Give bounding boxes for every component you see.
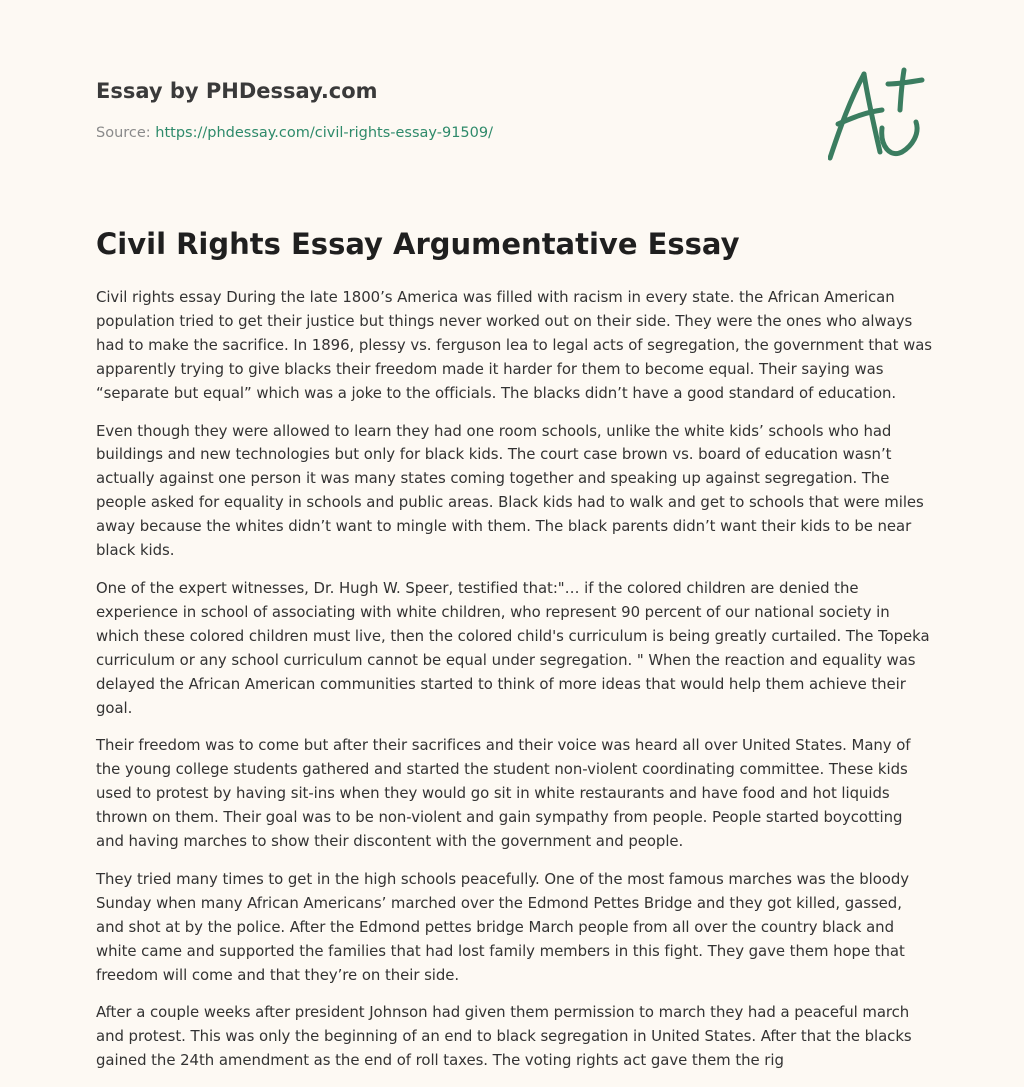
essay-paragraph: They tried many times to get in the high schools peacefully. One of the most famous marches was the bloody Sunday when many African Americans’ marched over the Edmond Pettes Bridge and they got killed, gassed, and shot at by the police. After the Edmond pettes bridge March people from all over the country black and white came and supported the families that had lost family members in this fight. They gave them hope that freedom will come and that they’re on their side. xyxy=(96,869,910,984)
essay-paragraph: One of the expert witnesses, Dr. Hugh W. Speer, testified that:"… if the colored children are denied the experience in school of associating with white children, who represent 90 percent of our national society in which these colored children must live, then the colored child's curriculum is being greatly curtailed. The Topeka curriculum or any school curriculum cannot be equal under segregation. " When the reaction and equality was delayed the African American communities started to think of more ideas that would help them achieve their goal. xyxy=(96,578,930,717)
brand-title: Essay by PHDessay.com xyxy=(96,79,378,103)
essay-paragraph: Even though they were allowed to learn they had one room schools, unlike the white kids’ schools who had buildings and new technologies but only for black kids. The court case brown vs. board of education wasn’t actually against one person it was many states coming together and speaking up against segregation. The people asked for equality in schools and public areas. Black kids had to walk and get to schools that were miles away because the whites didn’t want to mingle with them. The black parents didn’t want their kids to be near black kids. xyxy=(96,421,924,560)
essay-paragraph: Civil rights essay During the late 1800’s America was filled with racism in every state. the African American population tried to get their justice but things never worked out on their side. They were the ones who always had to make the sacrifice. In 1896, plessy vs. ferguson lea to legal acts of segregation, the government that was apparently trying to give blacks their freedom made it harder for them to become equal. Their saying was “separate but equal” which was a joke to the officials. The blacks didn’t have a good standard of education. xyxy=(96,288,932,402)
page-header xyxy=(96,0,928,180)
essay-title: Civil Rights Essay Argumentative Essay xyxy=(96,227,740,261)
source-line xyxy=(96,124,493,142)
source-link[interactable]: https://phdessay.com/civil-rights-essay-91509/ xyxy=(155,125,493,141)
essay-paragraph: Their freedom was to come but after their sacrifices and their voice was heard all over United States. Many of the young college students gathered and started the student non-violent coordinating committee. These kids used to protest by having sit-ins when they would go sit in white restaurants and have food and hot liquids thrown on them. Their goal was to be non-violent and gain sympathy from people. People started boycotting and having marches to show their discontent with the government and people. xyxy=(96,736,911,851)
essay-body xyxy=(96,286,932,1087)
essay-paragraph: After a couple weeks after president Johnson had given them permission to march they had a peaceful march and protest. This was only the beginning of an end to black segregation in United States. After that the blacks gained the 24th amendment as the end of roll taxes. The voting rights act gave them the rig xyxy=(96,1003,912,1070)
source-label: Source: xyxy=(96,125,151,141)
a-plus-logo-icon xyxy=(828,66,928,166)
